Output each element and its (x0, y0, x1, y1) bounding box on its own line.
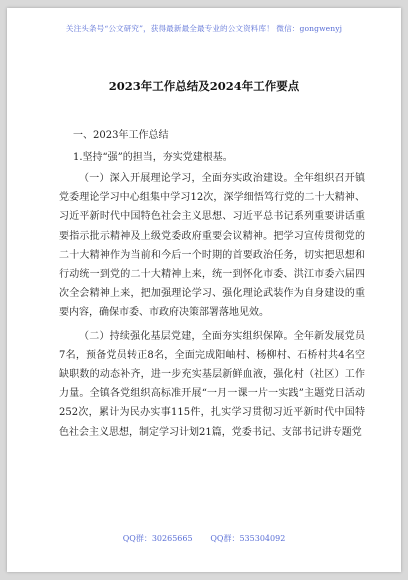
document-page (7, 8, 401, 572)
footer-qq-groups: QQ群：30265665 QQ群：535304092 (122, 534, 286, 543)
paragraph-grassroots-party: （二）持续强化基层党建，全面夯实组织保障。全年新发展党员7名，预备党员转正8名，全面完成阳岫村、杨柳村、石桥村共4名空缺职数的动态补齐，进一步充实基层新鲜血液，强化村（社区）工作力量。全镇各党组织高标准开展“一月一课一片一实践”主题党日活动252次，累计为民办实事115件，扎实学习贯彻习近平新时代中国特色社会主义思想，制定学习计划21篇，党委书记、支部书记讲专题党 (59, 330, 365, 438)
subsection-heading: 1.坚持“强”的担当，夯实党建根基。 (73, 152, 233, 163)
document-body (59, 126, 365, 446)
header-banner: 关注头条号“公文研究”，获得最新最全最专业的公文资料库！ 微信：gongwenyj (65, 24, 343, 33)
document-title: 2023年工作总结及2024年工作要点 (108, 79, 300, 93)
section-heading: 一、2023年工作总结 (73, 130, 169, 141)
paragraph-theory-study: （一）深入开展理论学习，全面夯实政治建设。全年组织召开镇党委理论学习中心组集中学习12次，深学细悟笃行党的二十大精神、习近平新时代中国特色社会主义思想、习近平总书记系列重要讲话重要指示批示精神及上级党委政府重要会议精神。把学习宣传贯彻党的二十大精神作为当前和今后一个时期的首要政治任务，切实把思想和行动统一到党的二十大精神上来，统一到怀化市委、洪江市委六届四次全会精神上来，把加强理论学习、强化理论武装作为自身建设的重要内容，确保市委、市政府决策部署落地见效。 (59, 173, 365, 319)
